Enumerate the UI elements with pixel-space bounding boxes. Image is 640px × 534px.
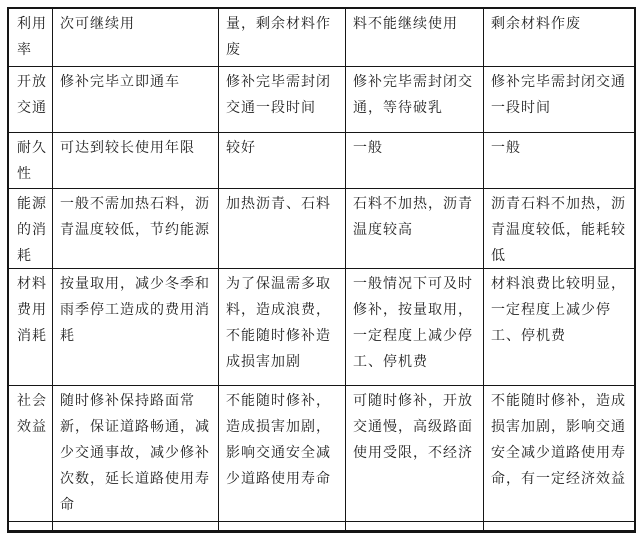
data-cell: 修补完毕需封闭交通一段时间: [484, 67, 634, 133]
data-cell: 修补完毕需封闭交通一段时间: [219, 67, 346, 133]
data-cell: 随时修补保持路面常新，保证道路畅通，减少交通事故，减少修补次数，延长道路使用寿命: [53, 386, 219, 522]
row-header-cell: 耐久性: [9, 133, 53, 189]
table-row: [9, 133, 634, 189]
table-row: [9, 9, 634, 67]
row-header-cell: 材料费用消耗: [9, 269, 53, 386]
data-cell: 剩余材料作废: [484, 9, 634, 67]
data-cell: 修补完毕立即通车: [53, 67, 219, 133]
data-cell: 不能随时修补，造成损害加剧，影响交通安全减少道路使用寿命，有一定经济效益: [484, 386, 634, 522]
comparison-table: [7, 7, 636, 533]
data-cell: [53, 522, 219, 530]
data-cell: 沥青石料不加热，沥青温度较低，能耗较低: [484, 189, 634, 269]
data-cell: 一般: [484, 133, 634, 189]
data-cell: 修补完毕需封闭交通，等待破乳: [346, 67, 484, 133]
data-cell: 一般: [346, 133, 484, 189]
data-cell: 较好: [219, 133, 346, 189]
data-cell: [346, 522, 484, 530]
row-header-cell: 能源的消耗: [9, 189, 53, 269]
data-cell: 加热沥青、石料: [219, 189, 346, 269]
data-cell: 可达到较长使用年限: [53, 133, 219, 189]
row-header-cell: 开放交通: [9, 67, 53, 133]
data-cell: 量，剩余材料作废: [219, 9, 346, 67]
partial-next-row: [9, 522, 634, 530]
data-cell: 不能随时修补，造成损害加剧，影响交通安全减少道路使用寿命: [219, 386, 346, 522]
data-cell: [219, 522, 346, 530]
row-header-cell: [9, 522, 53, 530]
row-header-cell: 利用率: [9, 9, 53, 67]
data-cell: 料不能继续使用: [346, 9, 484, 67]
data-cell: 石料不加热，沥青温度较高: [346, 189, 484, 269]
table-row: [9, 189, 634, 269]
data-cell: [484, 522, 634, 530]
table-row: [9, 67, 634, 133]
table-row: [9, 269, 634, 386]
data-cell: 为了保温需多取料，造成浪费，不能随时修补造成损害加剧: [219, 269, 346, 386]
data-cell: 按量取用，减少冬季和雨季停工造成的费用消耗: [53, 269, 219, 386]
row-header-cell: 社会效益: [9, 386, 53, 522]
table-row: [9, 386, 634, 522]
data-cell: 一般不需加热石料，沥青温度较低，节约能源: [53, 189, 219, 269]
data-cell: 次可继续用: [53, 9, 219, 67]
data-cell: 材料浪费比较明显，一定程度上减少停工、停机费: [484, 269, 634, 386]
data-cell: 一般情况下可及时修补，按量取用，一定程度上减少停工、停机费: [346, 269, 484, 386]
data-cell: 可随时修补，开放交通慢，高级路面使用受限，不经济: [346, 386, 484, 522]
